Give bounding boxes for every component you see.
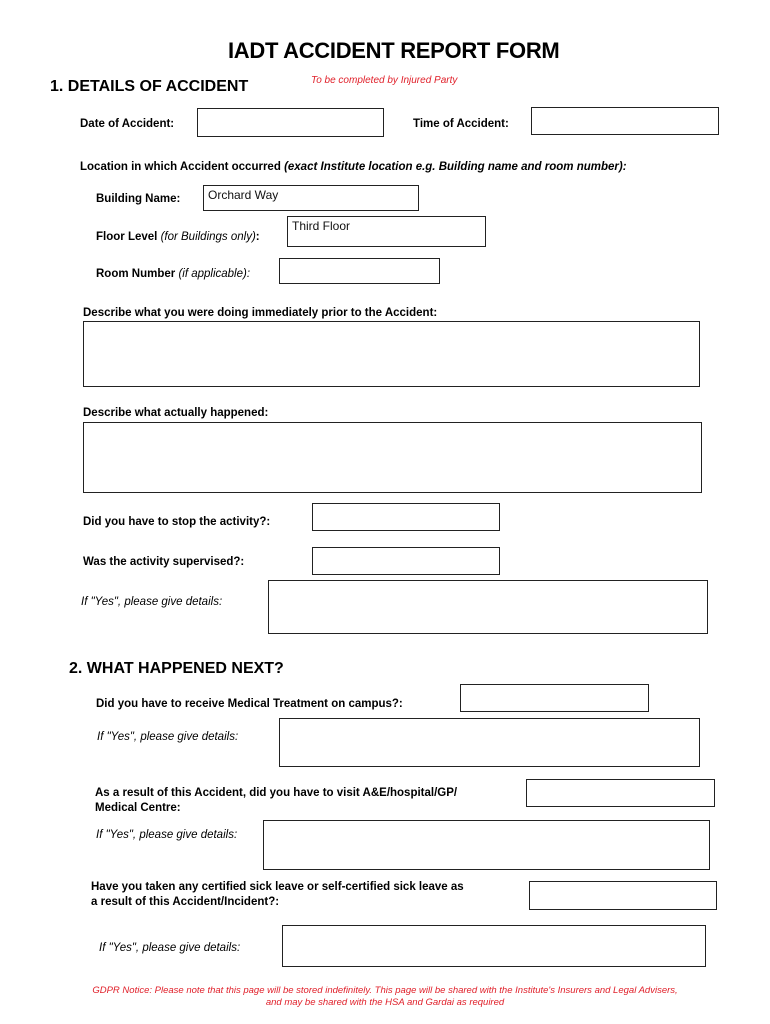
sick-label-line2: a result of this Accident/Incident?:: [91, 896, 280, 908]
happened-textarea[interactable]: [83, 422, 702, 493]
supervised-label: Was the activity supervised?:: [83, 556, 245, 568]
gdpr-line1: GDPR Notice: Please note that this page will be stored indefinitely. This page will be shared with the Institute's Insurers and Legal Advisers,: [92, 985, 678, 996]
supervised-details-field[interactable]: [268, 580, 708, 634]
floor-label-group: [96, 231, 260, 243]
date-field[interactable]: [197, 108, 384, 137]
floor-colon: :: [255, 231, 260, 243]
stop-field[interactable]: [312, 503, 500, 531]
happened-label: Describe what actually happened:: [83, 407, 269, 419]
supervised-field[interactable]: [312, 547, 500, 575]
visit-label: [95, 786, 457, 816]
completion-note: To be completed by Injured Party: [311, 75, 458, 86]
visit-label-line2: Medical Centre:: [95, 802, 181, 814]
supervised-details-label: If "Yes", please give details:: [81, 596, 223, 608]
section2-heading: 2. WHAT HAPPENED NEXT?: [69, 660, 284, 677]
prior-textarea[interactable]: [83, 321, 700, 387]
visit-details-label: If "Yes", please give details:: [96, 829, 238, 841]
floor-value: Third Floor: [292, 219, 351, 233]
floor-hint: (for Buildings only): [160, 231, 256, 243]
location-hint: (exact Institute location e.g. Building name and room number):: [284, 161, 627, 173]
medical-details-field[interactable]: [279, 718, 700, 767]
visit-details-field[interactable]: [263, 820, 710, 870]
visit-label-line1: As a result of this Accident, did you have to visit A&E/hospital/GP/: [95, 787, 458, 799]
page-title: IADT ACCIDENT REPORT FORM: [228, 38, 560, 63]
room-label: Room Number: [96, 268, 176, 280]
medical-details-label: If "Yes", please give details:: [97, 731, 239, 743]
section1-heading: 1. DETAILS OF ACCIDENT: [50, 78, 249, 95]
date-label: Date of Accident:: [80, 118, 175, 130]
sick-label-line1: Have you taken any certified sick leave or self-certified sick leave as: [91, 881, 464, 893]
floor-field[interactable]: [287, 216, 486, 247]
stop-label: Did you have to stop the activity?:: [83, 516, 271, 528]
sick-field[interactable]: [529, 881, 717, 910]
room-hint: (if applicable):: [178, 268, 251, 280]
building-label: Building Name:: [96, 193, 181, 205]
building-field[interactable]: [203, 185, 419, 211]
floor-label: Floor Level: [96, 231, 158, 243]
time-field[interactable]: [531, 107, 719, 135]
visit-field[interactable]: [526, 779, 715, 807]
medical-label: Did you have to receive Medical Treatment on campus?:: [96, 698, 403, 710]
location-heading: [80, 161, 627, 173]
sick-details-field[interactable]: [282, 925, 706, 967]
gdpr-notice: [0, 985, 770, 1009]
location-label: Location in which Accident occurred: [80, 161, 281, 173]
sick-details-label: If "Yes", please give details:: [99, 942, 241, 954]
building-value: Orchard Way: [208, 188, 279, 202]
gdpr-line2: and may be shared with the HSA and Gardai as required: [265, 997, 505, 1008]
time-label: Time of Accident:: [413, 118, 509, 130]
medical-field[interactable]: [460, 684, 649, 712]
room-field[interactable]: [279, 258, 440, 284]
room-label-group: [96, 268, 250, 280]
sick-label: [91, 880, 464, 910]
prior-label: Describe what you were doing immediately prior to the Accident:: [83, 307, 438, 319]
